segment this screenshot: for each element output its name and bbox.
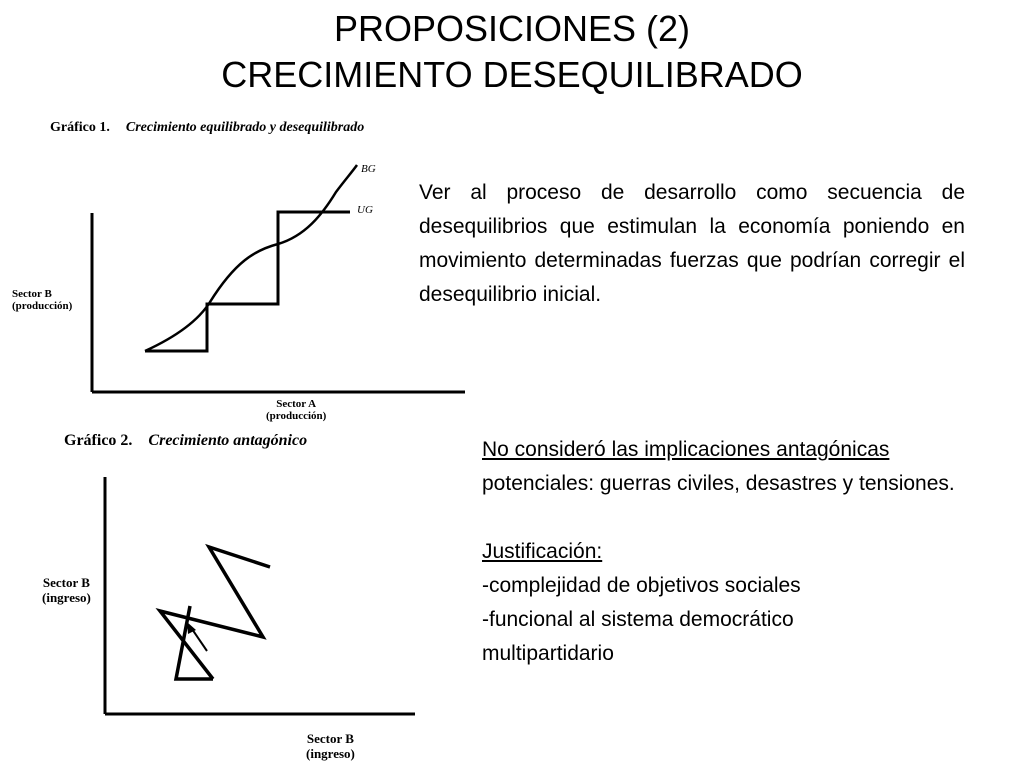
graph2-y-label [42, 575, 91, 605]
antagonism-block [482, 433, 1012, 671]
graph2-x-label-line1: Sector B [306, 731, 354, 746]
graph1-bg-label: BG [361, 163, 376, 175]
graph2-x-label-line2: (ingreso) [306, 746, 355, 761]
antagonism-body: potenciales: guerras civiles, desastres y tensiones. [482, 472, 955, 495]
graph2-caption-text: Crecimiento antagónico [148, 432, 308, 449]
graph1-bg-curve [145, 165, 357, 351]
graph1-y-label-line2: (producción) [12, 300, 73, 312]
justification-heading: Justificación: [482, 540, 603, 563]
justification-item-2: -funcional al sistema democrático multipartidario [482, 608, 794, 665]
graph2-y-label-line2: (ingreso) [42, 590, 91, 605]
spacer [482, 501, 1012, 535]
graph1-x-label-line1: Sector A [276, 398, 317, 410]
graph1-number: Gráfico 1. [50, 120, 110, 135]
graph2-axes [105, 477, 415, 714]
graph2-number: Gráfico 2. [64, 432, 133, 449]
graph1-ug-label: UG [357, 204, 373, 216]
graph2-caption [64, 432, 307, 450]
graph2-y-label-line1: Sector B [42, 575, 90, 590]
justification-item-1: -complejidad de objetivos sociales [482, 574, 801, 597]
graph2-zigzag [160, 547, 270, 679]
graph1-x-label-line2: (producción) [266, 410, 327, 422]
graph1-y-label-line1: Sector B [12, 288, 52, 300]
graph2-x-label [306, 731, 355, 761]
graph1-y-label [12, 288, 72, 312]
title-line-2: CRECIMIENTO DESEQUILIBRADO [221, 54, 803, 95]
graph1-x-label [266, 398, 326, 422]
graph1-caption-text: Crecimiento equilibrado y desequilibrado [125, 120, 365, 135]
description-paragraph: Ver al proceso de desarrollo como secuencia de desequilibrios que estimulan la economía poniendo en movimiento determinadas fuerzas que podrían corregir el desequilibrio inicial. [419, 181, 965, 306]
antagonism-heading: No consideró las implicaciones antagónicas [482, 438, 890, 461]
title-line-1: PROPOSICIONES (2) [333, 8, 691, 49]
graph1-ug-staircase [145, 212, 350, 351]
